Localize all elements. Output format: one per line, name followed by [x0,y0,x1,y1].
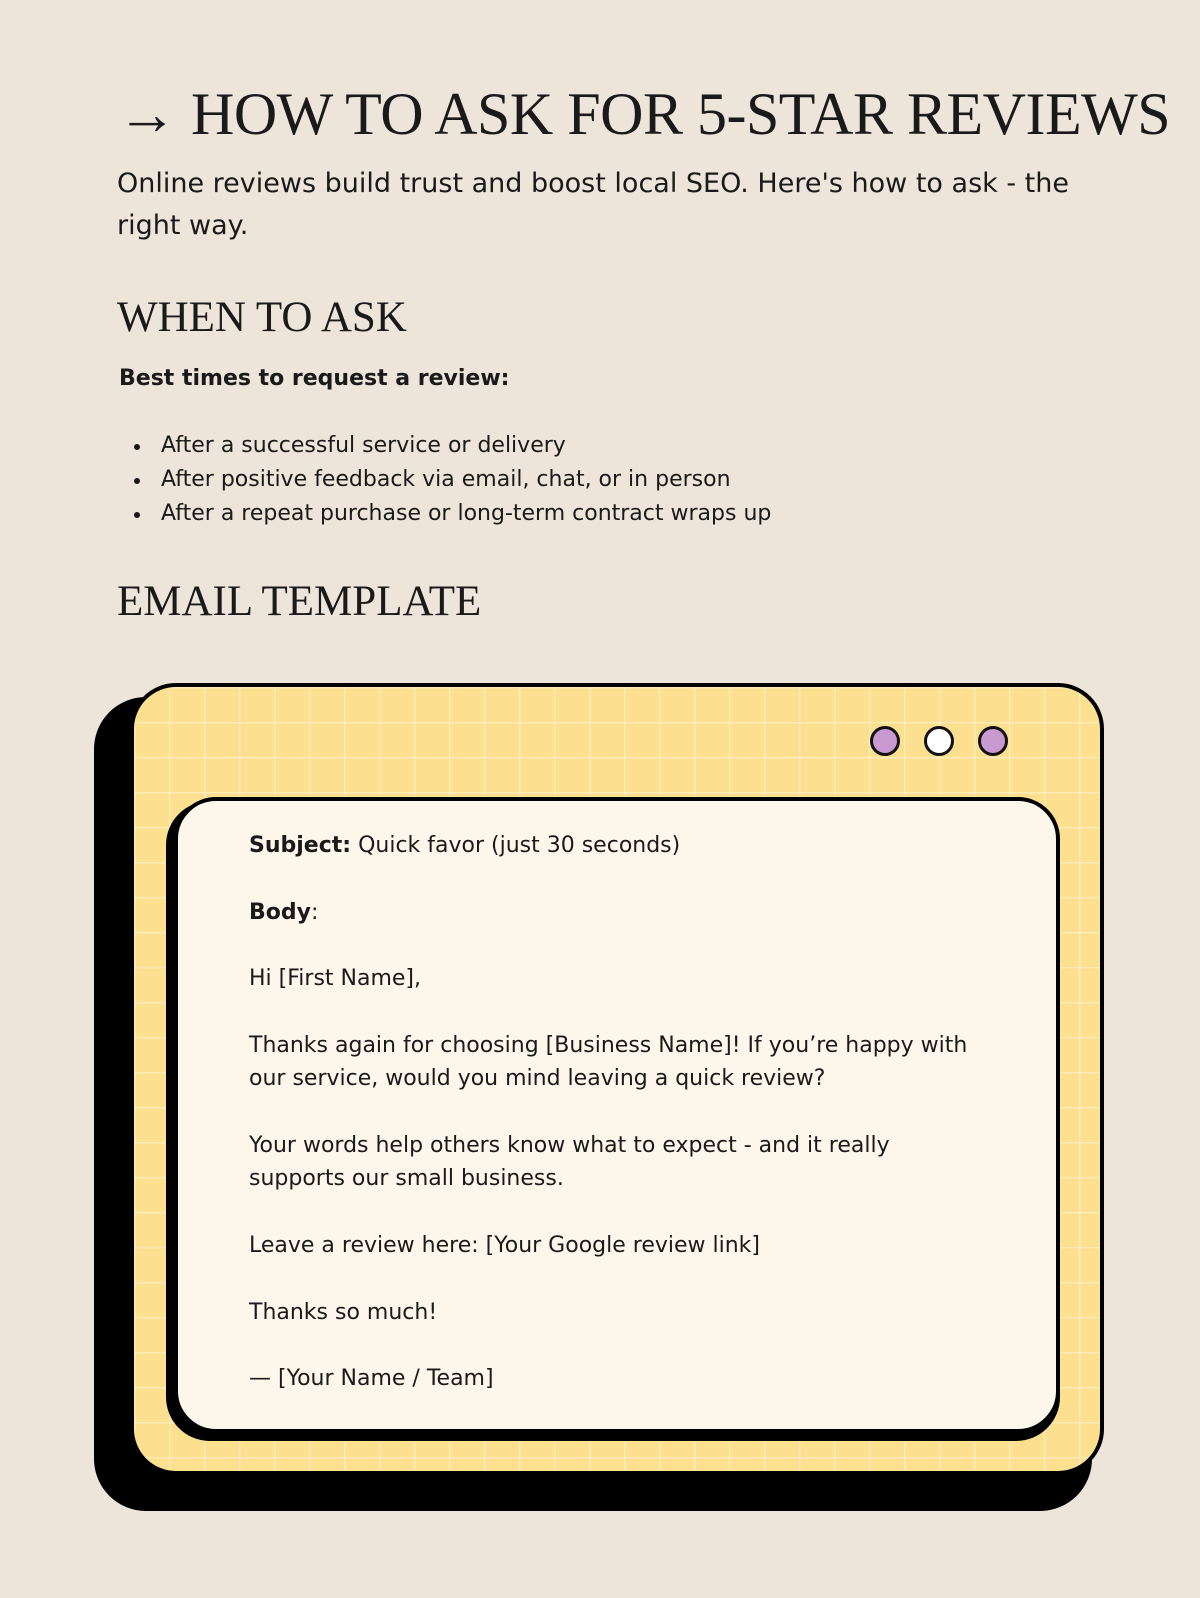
best-times-list [119,429,771,531]
email-template-heading: EMAIL TEMPLATE [117,578,482,625]
email-paragraph-2-line-1: Your words help others know what to expect - and it really [249,1133,890,1158]
email-review-link-line: Leave a review here: [Your Google review link] [249,1233,760,1258]
best-times-subheading: Best times to request a review: [119,366,510,391]
list-item: After a successful service or delivery [119,429,771,463]
email-thanks: Thanks so much! [249,1300,438,1325]
email-subject [249,829,680,862]
list-item: After a repeat purchase or long-term contract wraps up [119,497,771,531]
email-content-panel [174,797,1060,1433]
email-greeting: Hi [First Name], [249,966,422,991]
list-item: After positive feedback via email, chat, or in person [119,463,771,497]
window-dot-purple-icon [978,726,1008,756]
email-signoff: — [Your Name / Team] [249,1366,494,1391]
email-paragraph-1-line-2: our service, would you mind leaving a quick review? [249,1066,826,1091]
body-label: Body [249,900,311,925]
email-paragraph-1-line-1: Thanks again for choosing [Business Name]! If you’re happy with [249,1033,968,1058]
subject-label: Subject: [249,833,352,858]
window-dot-white-icon [924,726,954,756]
body-colon: : [310,900,319,925]
intro-text: Online reviews build trust and boost local SEO. Here's how to ask - the right way. [117,168,1069,241]
window-dot-purple-icon [870,726,900,756]
subject-value: Quick favor (just 30 seconds) [351,833,681,858]
email-paragraph-2-line-2: supports our small business. [249,1166,564,1191]
email-body-label [249,896,318,929]
page-title: → HOW TO ASK FOR 5-STAR REVIEWS [117,81,1171,147]
when-to-ask-heading: WHEN TO ASK [117,294,407,341]
